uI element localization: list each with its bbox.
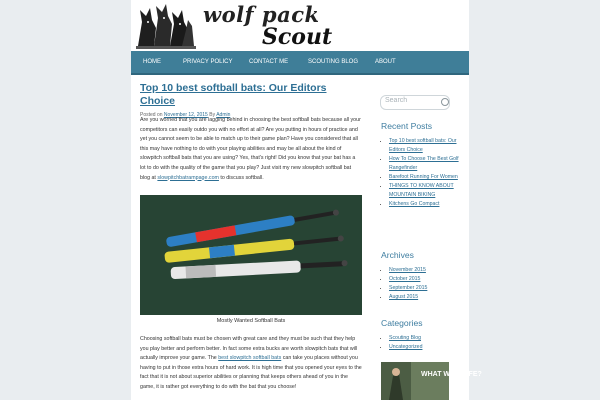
categories-title: Categories	[381, 318, 423, 328]
list-item	[389, 173, 461, 182]
slowpitch-blog-link[interactable]: slowpitchbatrampage.com	[157, 174, 219, 181]
archive-link[interactable]: September 2015	[389, 285, 428, 291]
list-item	[389, 275, 461, 284]
recent-post-link[interactable]: Barefoot Running For Women	[389, 174, 458, 180]
nav-contact-me[interactable]: CONTACT ME	[249, 59, 289, 65]
list-item	[389, 182, 461, 200]
by-label: By	[209, 112, 216, 118]
list-item	[389, 137, 461, 155]
recent-post-link[interactable]: How To Choose The Best Golf Rangefinder	[389, 156, 459, 171]
paragraph-2-text: Choosing softball bats must be chosen with great care and they must be such that they help you play better and perform better. In fact some extra bucks are worth slowpitch bats that will actually improve your game. The	[140, 336, 358, 362]
paragraph-1-end: to discuss softball.	[220, 174, 264, 181]
recent-posts-list	[383, 137, 461, 209]
recent-post-link[interactable]: Top 10 best softball bats: Our Editors Choice	[389, 138, 457, 153]
nav-about[interactable]: ABOUT	[375, 59, 396, 65]
paragraph-2-end: can take you places without you having to put in those extra hours of hard work. It is high time that you opened your eyes to the fact that it is not about superior abilities or planning that keeps others ahead of you in the game, it is rather got everything to do with the bat that you choose!	[140, 355, 362, 390]
archive-link[interactable]: October 2015	[389, 276, 421, 282]
post-paragraph-2	[140, 335, 362, 393]
thumbnail-text: WHAT WILL LIFE?	[421, 371, 482, 378]
paragraph-1-text: Are you worried that you are lagging behind in choosing the best softball bats because all your competitors can easily outdo you with no effort at all? Are you putting in hours of practice and yet you cannot seem to be able to match up to their game plan? Have you considered that all this may have nothing to do with your playing abilities and may be all about the kind of slowpitch softball bats that you are using? Yes, that's right! Did you know that your bat has a lot to do with the quality of the game that you play? Just visit my new slowpitch softball bat blog at	[140, 117, 361, 181]
search-placeholder: Search	[385, 97, 408, 104]
categories-list	[383, 334, 461, 352]
nav-scouting-blog[interactable]: SCOUTING BLOG	[308, 59, 359, 65]
category-link[interactable]: Uncategorized	[389, 344, 423, 350]
site-title-line1[interactable]: wolf pack	[203, 2, 320, 27]
list-item	[389, 266, 461, 275]
post-title[interactable]: Top 10 best softball bats: Our Editors Choice	[140, 82, 327, 107]
recent-post-link[interactable]: THINGS TO KNOW ABOUT MOUNTAIN BIKING	[389, 183, 454, 198]
post-header	[140, 82, 362, 118]
list-item	[389, 284, 461, 293]
archive-link[interactable]: November 2015	[389, 267, 426, 273]
site-title-line2[interactable]: Scout	[262, 24, 333, 50]
recent-posts-title: Recent Posts	[381, 121, 433, 131]
list-item	[389, 155, 461, 173]
list-item	[389, 293, 461, 302]
softball-bats-image	[140, 195, 362, 315]
main-navigation	[131, 51, 469, 75]
archives-title: Archives	[381, 250, 414, 260]
nav-home[interactable]: HOME	[143, 59, 161, 65]
post-date-link[interactable]: November 12, 2015	[163, 112, 208, 118]
archive-link[interactable]: August 2015	[389, 294, 419, 300]
best-slowpitch-bats-link[interactable]: best slowpitch softball bats	[218, 355, 282, 362]
list-item	[389, 334, 461, 343]
list-item	[389, 343, 461, 352]
search-icon[interactable]	[441, 98, 449, 106]
image-caption: Mostly Wanted Softball Bats	[216, 318, 286, 324]
post-author-link[interactable]: Admin	[216, 112, 231, 118]
nav-privacy-policy[interactable]: PRIVACY POLICY	[183, 59, 233, 65]
category-link[interactable]: Scouting Blog	[389, 335, 422, 341]
recent-post-link[interactable]: Kitchens Go Compact	[389, 201, 440, 207]
posted-on-label: Posted on	[140, 112, 163, 118]
sidebar-thumbnail-image[interactable]	[381, 362, 482, 400]
post-paragraph-1	[140, 116, 362, 183]
wolf-pack-logo[interactable]	[136, 2, 196, 49]
archives-list	[383, 266, 461, 302]
list-item	[389, 200, 461, 209]
